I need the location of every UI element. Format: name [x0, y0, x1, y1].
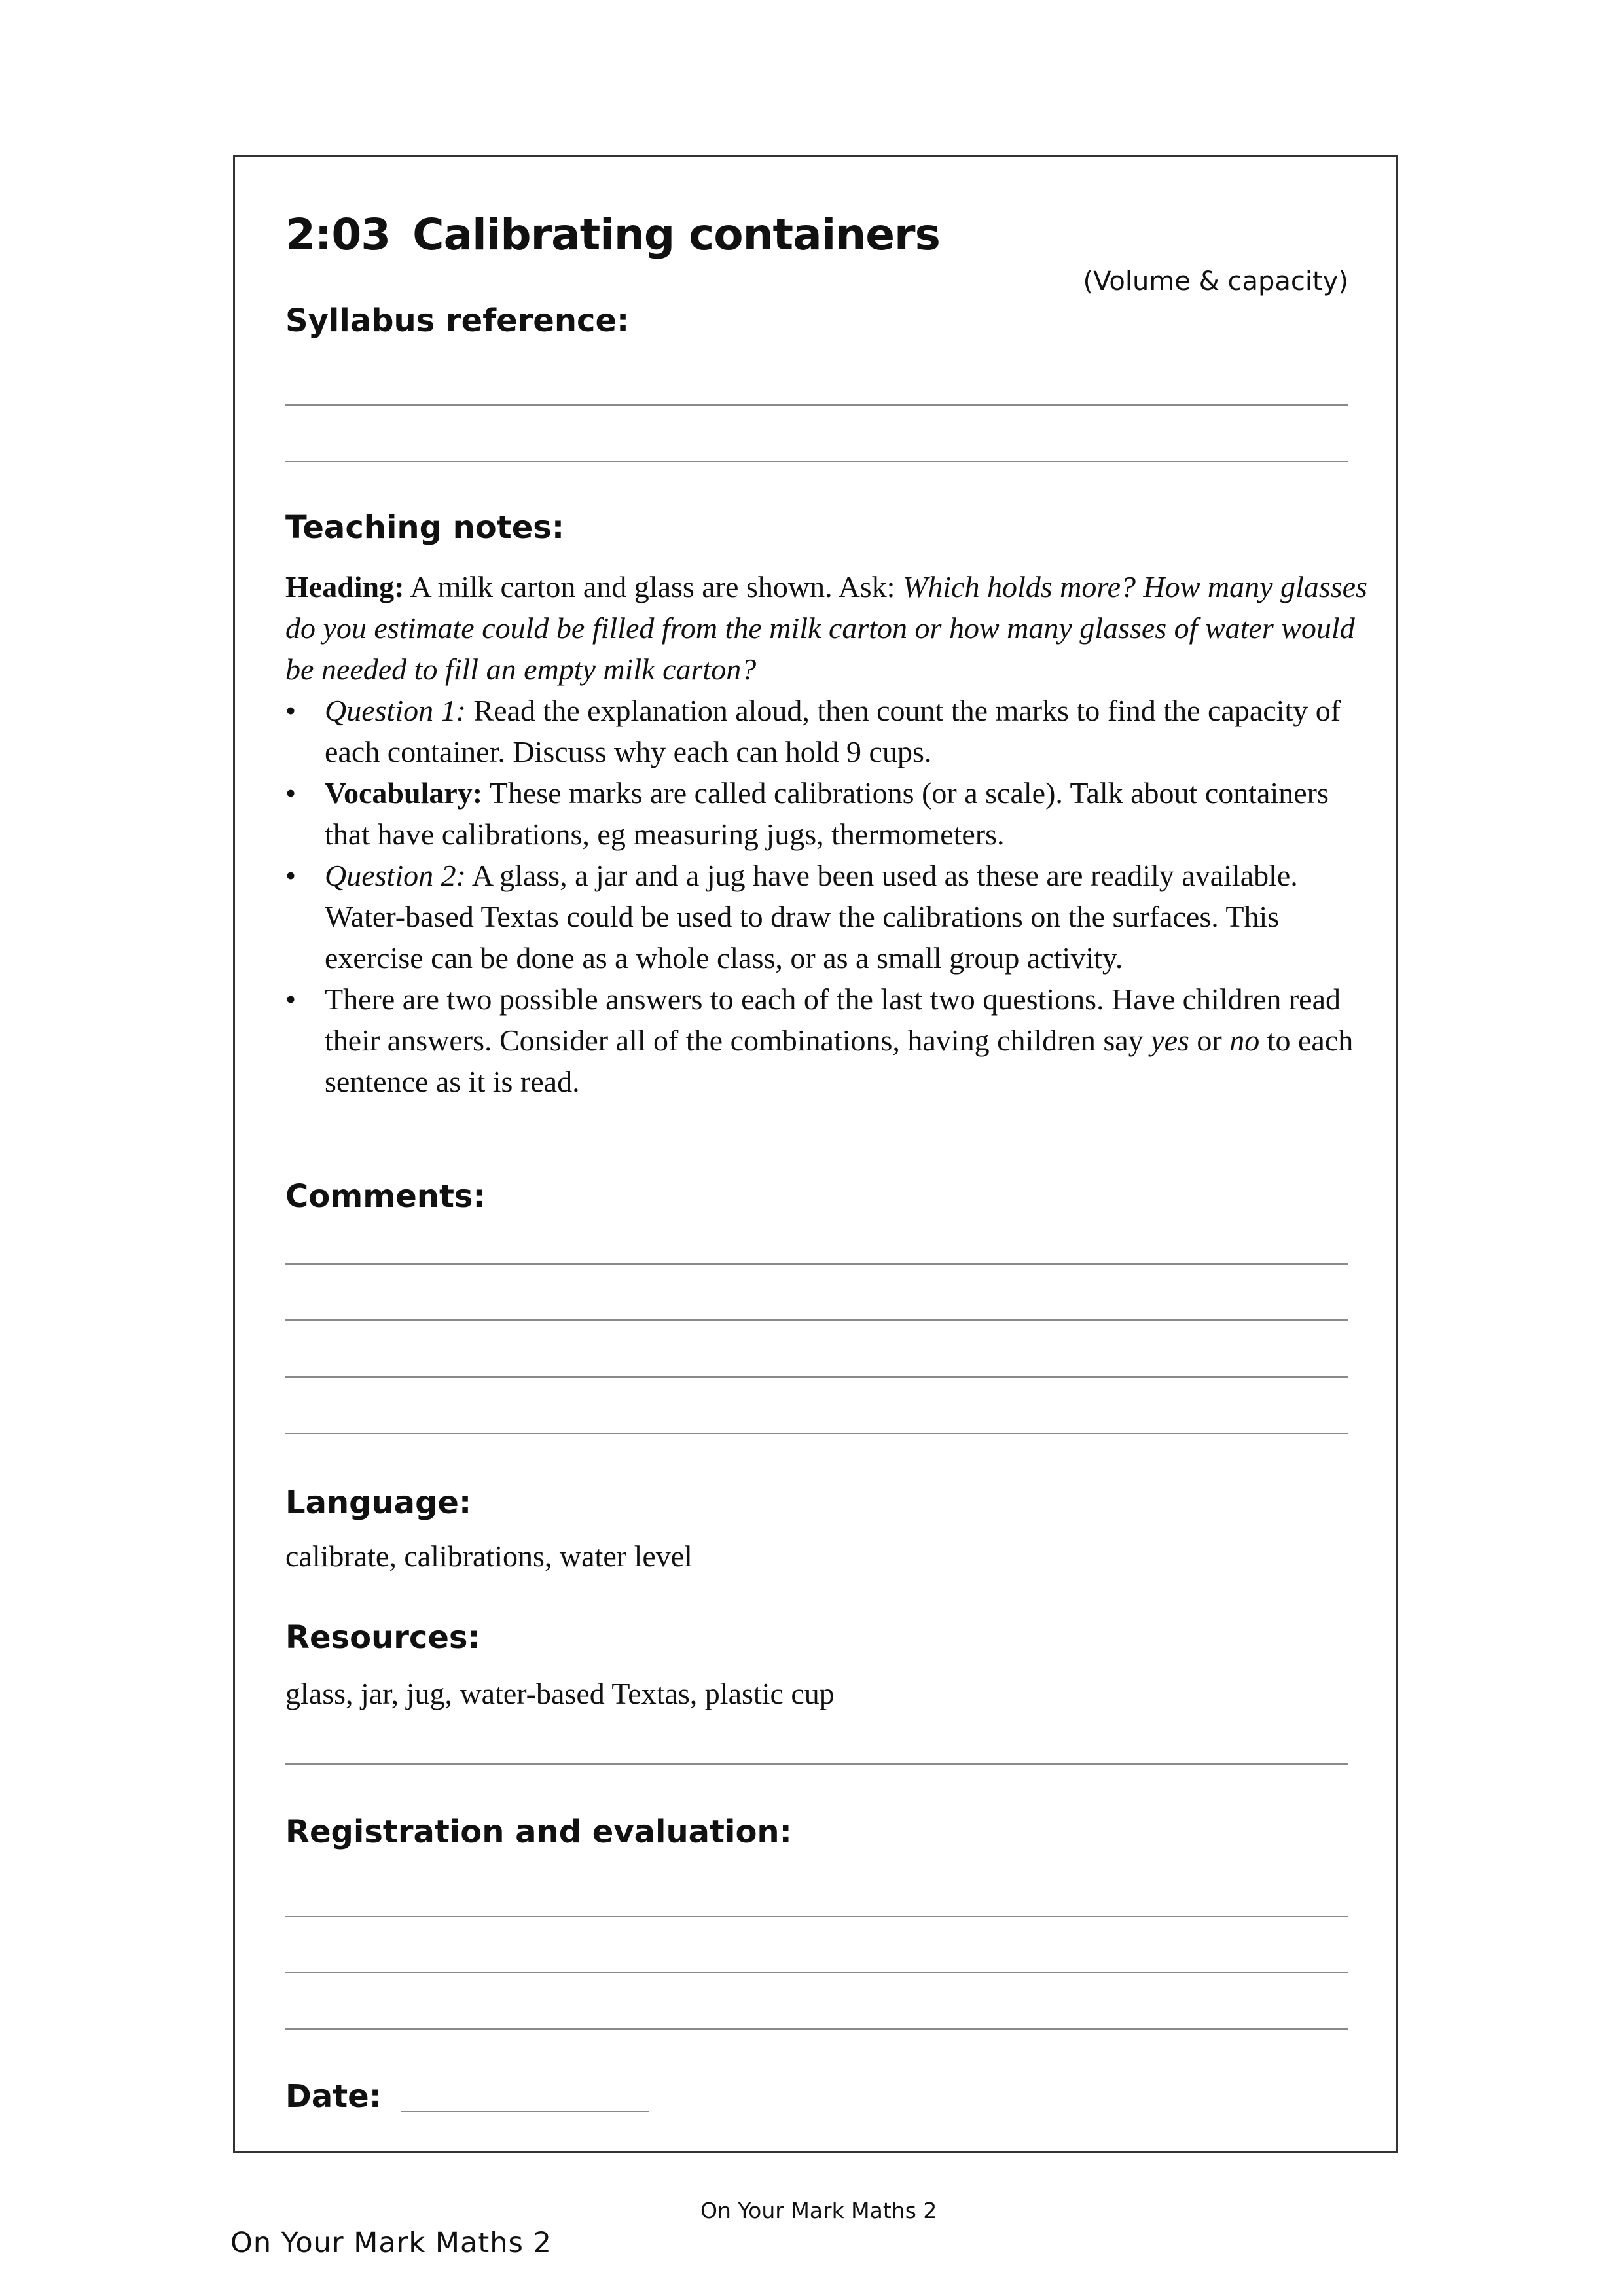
registration-line-3[interactable]: [285, 2028, 1348, 2030]
language-text: calibrate, calibrations, water level: [285, 1539, 693, 1573]
bullet-dot: •: [285, 859, 297, 892]
bullet-lead: Question 1:: [325, 694, 466, 727]
bullet-question-1: [285, 690, 1372, 772]
bullet-text: These marks are called calibrations (or a scale). Talk about containers that have calibrations, eg measuring jugs, thermometers.: [325, 776, 1329, 851]
resources-line[interactable]: [285, 1763, 1348, 1765]
syllabus-line-2[interactable]: [285, 461, 1348, 462]
heading-note: [285, 566, 1372, 690]
or-word: or: [1189, 1024, 1230, 1057]
yes-word: yes: [1151, 1024, 1189, 1057]
date-heading: Date:: [285, 2078, 382, 2115]
bullet-dot: •: [285, 776, 297, 810]
heading-note-questions: Which holds more? How many glasses do you estimate could be filled from the milk carton or how many glasses of water would be needed to fill an empty milk carton?: [285, 570, 1367, 686]
activity-title: Calibrating containers: [412, 209, 940, 260]
bullet-question-2: [285, 855, 1372, 978]
bullet-text-end: to each sentence as it is read.: [325, 1024, 1354, 1098]
comments-line-1[interactable]: [285, 1263, 1348, 1265]
heading-note-text: A milk carton and glass are shown. Ask:: [404, 570, 903, 603]
bullet-dot: •: [285, 982, 297, 1016]
teaching-bullets: [285, 690, 1372, 1102]
footer-center: On Your Mark Maths 2: [700, 2198, 937, 2223]
comments-line-3[interactable]: [285, 1376, 1348, 1378]
page-frame: [233, 155, 1398, 2153]
bullet-possible-answers: [285, 978, 1372, 1102]
comments-line-4[interactable]: [285, 1433, 1348, 1434]
bullet-text: Read the explanation aloud, then count the marks to find the capacity of each container. Discuss why each can hold 9 cups.: [325, 694, 1341, 768]
resources-text: glass, jar, jug, water-based Textas, plastic cup: [285, 1677, 835, 1710]
registration-heading: Registration and evaluation:: [285, 1814, 792, 1850]
syllabus-line-1[interactable]: [285, 404, 1348, 406]
topic-label: (Volume & capacity): [1083, 266, 1348, 296]
heading-note-label: Heading:: [285, 570, 405, 603]
comments-line-2[interactable]: [285, 1319, 1348, 1321]
bullet-text: A glass, a jar and a jug have been used as these are readily available. Water-based Textas could be used to draw the calibrations on the surfaces. This exercise can be done as a whole class, or as a small group activity.: [325, 859, 1298, 975]
registration-line-2[interactable]: [285, 1972, 1348, 1973]
page-title: [285, 209, 940, 260]
comments-heading: Comments:: [285, 1178, 486, 1215]
bullet-text: There are two possible answers to each of the last two questions. Have children read their answers. Consider all of the combinations, having children say: [325, 982, 1341, 1057]
activity-code: 2:03: [285, 209, 391, 260]
resources-heading: Resources:: [285, 1619, 480, 1656]
language-heading: Language:: [285, 1484, 472, 1521]
bullet-lead: Question 2:: [325, 859, 466, 892]
teaching-notes-body: [285, 566, 1372, 1102]
registration-line-1[interactable]: [285, 1916, 1348, 1917]
date-line[interactable]: [401, 2111, 649, 2112]
teaching-notes-heading: Teaching notes:: [285, 509, 565, 546]
bullet-dot: •: [285, 694, 297, 727]
no-word: no: [1229, 1024, 1260, 1057]
footer-left: On Your Mark Maths 2: [230, 2227, 552, 2259]
bullet-vocabulary: [285, 772, 1372, 855]
syllabus-heading: Syllabus reference:: [285, 302, 630, 339]
bullet-lead: Vocabulary:: [325, 776, 483, 810]
